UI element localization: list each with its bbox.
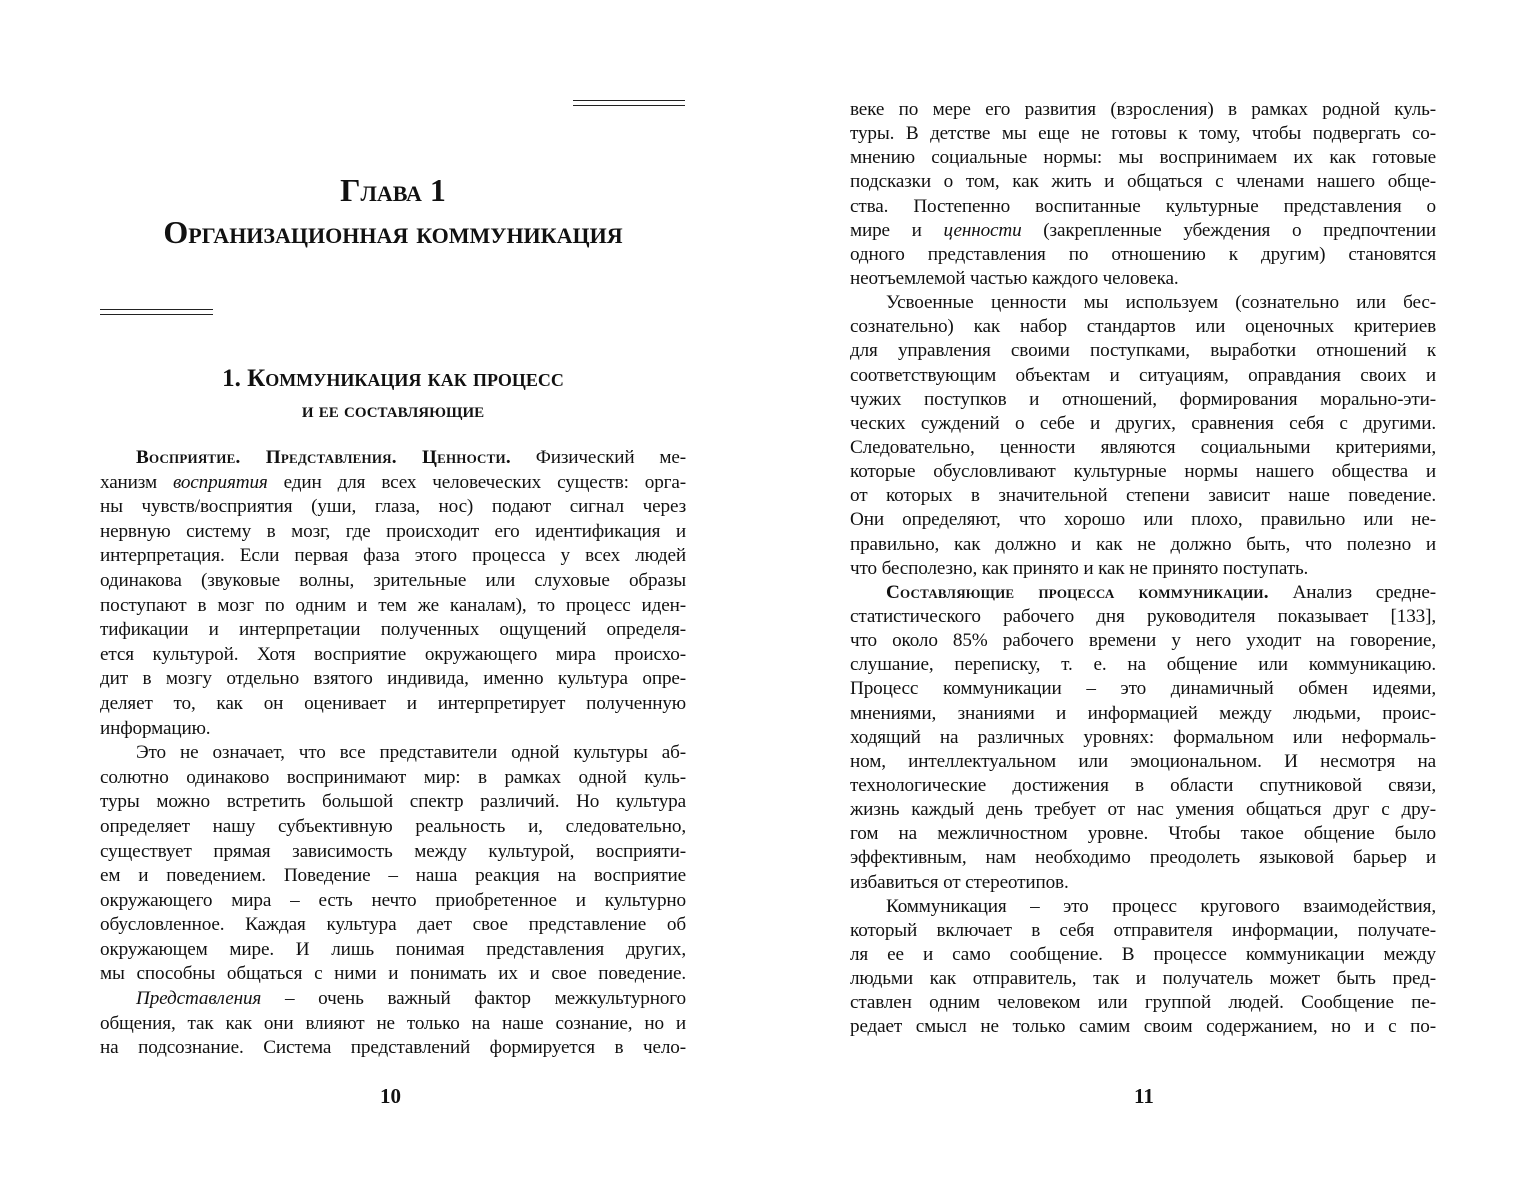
text-run: общения, так как они влияют не только на наше сознание, но и bbox=[100, 1012, 686, 1034]
text-run: слушание, переписку, т. е. на общение или коммуникацию. bbox=[850, 654, 1436, 676]
text-line bbox=[100, 692, 686, 717]
text-line bbox=[850, 436, 1436, 460]
text-line bbox=[850, 508, 1436, 532]
text-line bbox=[850, 412, 1436, 436]
text-line bbox=[850, 339, 1436, 363]
italic-term: восприятия bbox=[172, 471, 268, 493]
text-line bbox=[850, 267, 1436, 291]
text-run: технологические достижения в области спутниковой связи, bbox=[850, 774, 1436, 796]
text-line bbox=[100, 889, 686, 914]
text-run: одного представления по отношению к другим) становятся bbox=[850, 243, 1436, 265]
text-line bbox=[850, 919, 1436, 943]
text-run: соответствующим объектам и ситуациям, оправдания своих и bbox=[850, 364, 1436, 386]
text-line bbox=[100, 913, 686, 938]
text-line bbox=[850, 702, 1436, 726]
text-run: дит в мозгу отдельно взятого индивида, именно культура опре- bbox=[100, 668, 686, 690]
text-run: ставлен одним человеком или группой людей. Сообщение пе- bbox=[850, 992, 1436, 1014]
text-run: мы способны общаться с ними и понимать их и свое поведение. bbox=[100, 963, 686, 985]
text-line bbox=[850, 388, 1436, 412]
text-run: от которых в значительной степени зависит наше поведение. bbox=[850, 485, 1436, 507]
text-line bbox=[100, 1012, 686, 1037]
text-line bbox=[100, 1036, 686, 1061]
text-line bbox=[100, 594, 686, 619]
text-line bbox=[850, 195, 1436, 219]
text-run: подсказки о том, как жить и общаться с членами нашего обще- bbox=[850, 171, 1436, 193]
text-line bbox=[850, 484, 1436, 508]
text-run: ханизм bbox=[100, 471, 173, 493]
text-line bbox=[850, 653, 1436, 677]
text-run: Физический ме- bbox=[510, 447, 686, 468]
text-run: Коммуникация – это процесс кругового взаимодействия, bbox=[886, 895, 1436, 917]
text-run: мнению социальные нормы: мы воспринимаем их как готовые bbox=[850, 147, 1436, 169]
text-line bbox=[850, 871, 1436, 895]
text-run: мнениями, знаниями и информацией между людьми, проис- bbox=[850, 702, 1436, 724]
left-body-text bbox=[100, 446, 686, 1061]
text-line bbox=[850, 629, 1436, 653]
text-line bbox=[850, 750, 1436, 774]
text-line bbox=[100, 840, 686, 865]
text-run: – очень важный фактор межкультурного bbox=[261, 988, 686, 1010]
text-line bbox=[850, 581, 1436, 605]
run-in-heading: Составляющие процесса коммуникации. bbox=[886, 581, 1269, 603]
right-body-text bbox=[850, 98, 1436, 1039]
text-line bbox=[100, 667, 686, 692]
text-line bbox=[100, 471, 686, 496]
text-line bbox=[100, 520, 686, 545]
text-line bbox=[850, 774, 1436, 798]
text-run: нервную систему в мозг, где происходит его идентификация и bbox=[100, 520, 686, 542]
text-run: статистического рабочего дня руководителя показывает [133], bbox=[850, 605, 1436, 627]
text-run: Они определяют, что хорошо или плохо, правильно или не- bbox=[850, 509, 1436, 531]
text-line bbox=[100, 717, 686, 742]
text-run: интерпретация. Если первая фаза этого процесса у всех людей bbox=[100, 545, 686, 567]
text-line bbox=[100, 987, 686, 1012]
text-run: которые обусловливают культурные нормы нашего общества и bbox=[850, 461, 1436, 483]
text-run: Усвоенные ценности мы используем (сознательно или бес- bbox=[886, 292, 1436, 314]
text-line bbox=[850, 243, 1436, 267]
text-line bbox=[850, 726, 1436, 750]
text-line bbox=[100, 766, 686, 791]
text-run: Следовательно, ценности являются социальными критериями, bbox=[850, 436, 1436, 458]
text-run: солютно одинаково воспринимают мир: в рамках одной куль- bbox=[100, 766, 686, 788]
text-line bbox=[100, 643, 686, 668]
text-run: ля ее и само сообщение. В процессе коммуникации между bbox=[850, 943, 1436, 965]
text-run: определяет нашу субъективную реальность и, следовательно, bbox=[100, 815, 686, 837]
text-line bbox=[850, 98, 1436, 122]
text-run: правильно, как должно и как не должно быть, что полезно и bbox=[850, 533, 1436, 555]
text-line bbox=[100, 446, 686, 471]
text-line bbox=[850, 822, 1436, 846]
text-run: ется культурой. Хотя восприятие окружающего мира происхо- bbox=[100, 643, 686, 665]
text-line bbox=[850, 315, 1436, 339]
text-line bbox=[850, 170, 1436, 194]
chapter-double-rule bbox=[100, 309, 213, 315]
text-run: един для всех человеческих существ: орга- bbox=[267, 471, 686, 493]
text-line bbox=[100, 815, 686, 840]
text-run: неотъемлемой частью каждого человека. bbox=[850, 267, 1179, 289]
text-run: окружающем мире. И лишь понимая представления других, bbox=[100, 938, 686, 960]
text-run: избавиться от стереотипов. bbox=[850, 871, 1069, 893]
run-in-heading: Восприятие. Представления. Ценности. bbox=[136, 447, 511, 468]
text-run: Анализ средне- bbox=[1268, 581, 1436, 603]
text-line bbox=[850, 291, 1436, 315]
text-line bbox=[100, 495, 686, 520]
text-line bbox=[850, 943, 1436, 967]
text-run: обусловленное. Каждая культура дает свое представление об bbox=[100, 914, 686, 936]
page-number-left: 10 bbox=[380, 1084, 401, 1108]
text-line bbox=[100, 618, 686, 643]
text-run: редает смысл не только самим своим содержанием, но и с по- bbox=[850, 1016, 1436, 1038]
text-run: (закрепленные убеждения о предпочтении bbox=[1021, 219, 1436, 241]
text-run: эффективным, нам необходимо преодолеть языковой барьер и bbox=[850, 847, 1436, 869]
text-run: окружающего мира – есть нечто приобретенное и культурно bbox=[100, 889, 686, 911]
text-run: Процесс коммуникации – это динамичный обмен идеями, bbox=[850, 678, 1436, 700]
text-run: мире и bbox=[850, 219, 944, 241]
text-run: на подсознание. Система представлений формируется в чело- bbox=[100, 1037, 686, 1059]
text-run: веке по мере его развития (взросления) в рамках родной куль- bbox=[850, 99, 1436, 120]
text-line bbox=[850, 677, 1436, 701]
text-run: для управления своими поступками, выработки отношений к bbox=[850, 340, 1436, 362]
text-run: тификации и интерпретации полученных ощущений определя- bbox=[100, 619, 686, 641]
text-run: ходящий на различных уровнях: формальном или неформаль- bbox=[850, 726, 1436, 748]
text-run: что бесполезно, как принято и как не принято поступать. bbox=[850, 557, 1309, 579]
text-run: гом на межличностном уровне. Чтобы такое общение было bbox=[850, 823, 1436, 845]
text-run: что около 85% рабочего времени у него уходит на говорение, bbox=[850, 630, 1436, 652]
text-run: ном, интеллектуальном или эмоциональном. И несмотря на bbox=[850, 750, 1436, 772]
chapter-label: Глава 1 bbox=[340, 172, 446, 208]
text-run: ческих суждений о себе и других, сравнения себя с другими. bbox=[850, 412, 1436, 434]
text-run: ем и поведением. Поведение – наша реакция на восприятие bbox=[100, 865, 686, 887]
text-line bbox=[850, 533, 1436, 557]
text-line bbox=[850, 967, 1436, 991]
text-run: туры. В детстве мы еще не готовы к тому, чтобы подвергать со- bbox=[850, 123, 1436, 145]
text-line bbox=[850, 991, 1436, 1015]
text-run: туры можно встретить большой спектр различий. Но культура bbox=[100, 791, 686, 813]
text-run: существует прямая зависимость между культурой, восприяти- bbox=[100, 840, 686, 862]
text-run: информацию. bbox=[100, 717, 211, 739]
text-run: поступают в мозг по одним и тем же каналам), то процесс иден- bbox=[100, 594, 686, 616]
text-line bbox=[850, 219, 1436, 243]
top-double-rule bbox=[573, 100, 685, 106]
section-title-line1: 1. Коммуникация как процесс bbox=[222, 365, 564, 392]
text-line bbox=[850, 798, 1436, 822]
text-line bbox=[850, 605, 1436, 629]
text-line bbox=[850, 846, 1436, 870]
italic-term: Представления bbox=[136, 988, 262, 1010]
text-run: Это не означает, что все представители одной культуры аб- bbox=[136, 742, 686, 764]
text-run: жизнь каждый день требует от нас умения общаться друг с дру- bbox=[850, 799, 1436, 821]
chapter-title: Организационная коммуникация bbox=[163, 214, 623, 250]
page-number-right: 11 bbox=[1134, 1084, 1154, 1108]
text-run: ства. Постепенно воспитанные культурные представления о bbox=[850, 195, 1436, 217]
text-line bbox=[850, 557, 1436, 581]
text-line bbox=[100, 544, 686, 569]
text-run: людьми как отправитель, так и получатель может быть пред- bbox=[850, 968, 1436, 990]
text-run: деляет то, как он оценивает и интерпретирует полученную bbox=[100, 692, 686, 714]
text-line bbox=[100, 962, 686, 987]
italic-term: ценности bbox=[943, 219, 1022, 241]
text-line bbox=[100, 741, 686, 766]
text-line bbox=[850, 364, 1436, 388]
text-line bbox=[100, 938, 686, 963]
text-line bbox=[100, 864, 686, 889]
text-line bbox=[850, 1015, 1436, 1039]
text-line bbox=[100, 790, 686, 815]
text-line bbox=[850, 460, 1436, 484]
text-run: чужих поступков и отношений, формирования морально-эти- bbox=[850, 388, 1436, 410]
text-run: одинакова (звуковые волны, зрительные или слуховые образы bbox=[100, 569, 686, 591]
text-run: который включает в себя отправителя информации, получате- bbox=[850, 919, 1436, 941]
section-title-line2: и ее составляющие bbox=[301, 398, 485, 422]
text-run: ны чувств/восприятия (уши, глаза, нос) подают сигнал через bbox=[100, 496, 686, 518]
text-line bbox=[850, 895, 1436, 919]
text-run: сознательно) как набор стандартов или оценочных критериев bbox=[850, 316, 1436, 338]
text-line bbox=[100, 569, 686, 594]
text-line bbox=[850, 122, 1436, 146]
text-line bbox=[850, 146, 1436, 170]
